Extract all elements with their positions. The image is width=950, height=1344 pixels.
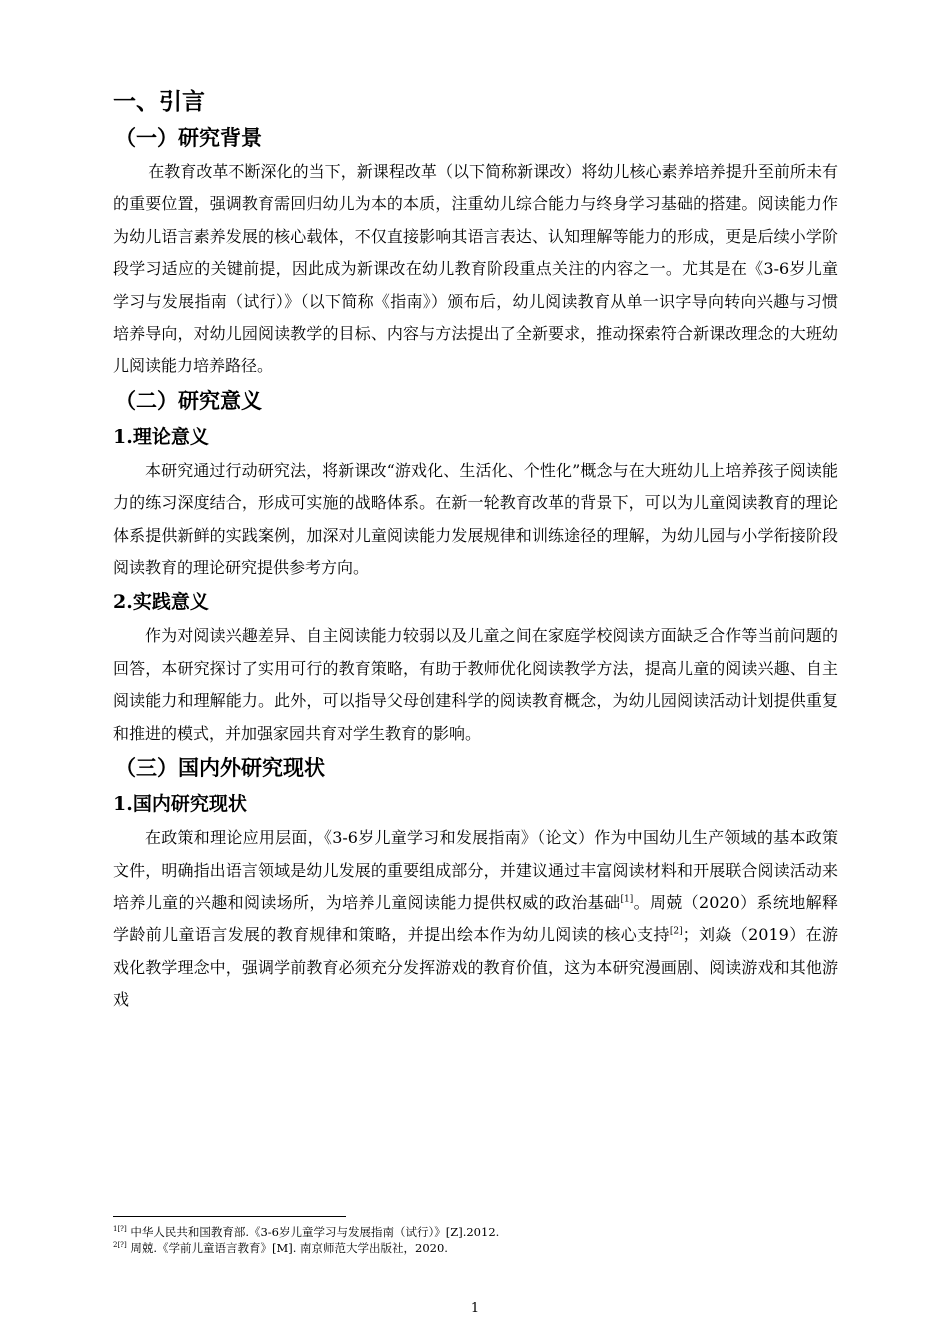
text-run: 在政策和理论应用层面，《3-6岁儿童学习和发展指南》（论文）作为中国幼儿生产领域的基本政策文件，明确指出语言领域是幼儿发展的重要组成部分，并建议通过丰富阅读材料和开展联合阅读活动来培养儿童的兴趣和阅读场所，为培养儿童阅读能力提供权威的政治基础 [113,828,838,912]
text-run: 。周兢（2020）系统地解释学龄前儿童语言发展的教育规律和策略，并提出绘本作为幼儿阅读的核心支持 [113,892,838,945]
footnotes [113,1224,838,1256]
citation-1[interactable]: [1] [620,894,634,905]
section-heading-background: （一）研究背景 [115,125,262,150]
footnote-1 [113,1224,838,1240]
citation-2[interactable]: [2] [669,926,683,937]
page-body [113,84,838,1017]
footnote-text: 中华人民共和国教育部.《3-6岁儿童学习与发展指南（试行）》[Z].2012. [126,1225,500,1239]
footnote-mark: 2[?] [113,1241,127,1250]
chapter-heading: 一、引言 [113,88,205,115]
paragraph-theoretical: 本研究通过行动研究法，将新课改“游戏化、生活化、个性化”概念与在大班幼儿上培养孩子阅读能力的练习深度结合，形成可实施的战略体系。在新一轮教育改革的背景下，可以为儿童阅读教育的理论体系提供新鲜的实践案例，加深对儿童阅读能力发展规律和训练途径的理解，为幼儿园与小学衔接阶段阅读教育的理论研究提供参考方向。 [113,460,838,578]
footnote-text: 周兢.《学前儿童语言教育》[M]. 南京师范大学出版社，2020. [126,1241,448,1255]
subheading-theoretical: 1.理论意义 [113,425,209,448]
section-heading-research-status: （三）国内外研究现状 [115,755,325,781]
footnote-2 [113,1240,838,1256]
footnote-mark: 1[?] [113,1225,127,1234]
paragraph-domestic [113,822,838,1016]
paragraph-practical: 作为对阅读兴趣差异、自主阅读能力较弱以及儿童之间在家庭学校阅读方面缺乏合作等当前问题的回答，本研究探讨了实用可行的教育策略，有助于教师优化阅读教学方法，提高儿童的阅读兴趣、自主阅读能力和理解能力。此外，可以指导父母创建科学的阅读教育概念，为幼儿园阅读活动计划提供重复和推进的模式，并加强家园共育对学生教育的影响。 [113,626,838,743]
section-heading-significance: （二）研究意义 [115,387,262,413]
page-number: 1 [470,1301,480,1316]
subheading-practical: 2.实践意义 [113,591,209,614]
footnote-separator [113,1216,346,1217]
subheading-domestic: 1.国内研究现状 [113,793,247,816]
paragraph-background: 在教育改革不断深化的当下，新课程改革（以下简称新课改）将幼儿核心素养培养提升至前所未有的重要位置，强调教育需回归幼儿为本的本质，注重幼儿综合能力与终身学习基础的搭建。阅读能力作为幼儿语言素养发展的核心载体，不仅直接影响其语言表达、认知理解等能力的形成，更是后续小学阶段学习适应的关键前提，因此成为新课改在幼儿教育阶段重点关注的内容之一。尤其是在《3-6岁儿童学习与发展指南（试行）》（以下简称《指南》）颁布后，幼儿阅读教育从单一识字导向转向兴趣与习惯培养导向，对幼儿园阅读教学的目标、内容与方法提出了全新要求，推动探索符合新课改理念的大班幼儿阅读能力培养路径。 [113,162,838,376]
text-run: ；刘焱（2019）在游戏化教学理念中，强调学前教育必须充分发挥游戏的教育价值，这为本研究漫画剧、阅读游戏和其他游戏 [113,925,838,1010]
